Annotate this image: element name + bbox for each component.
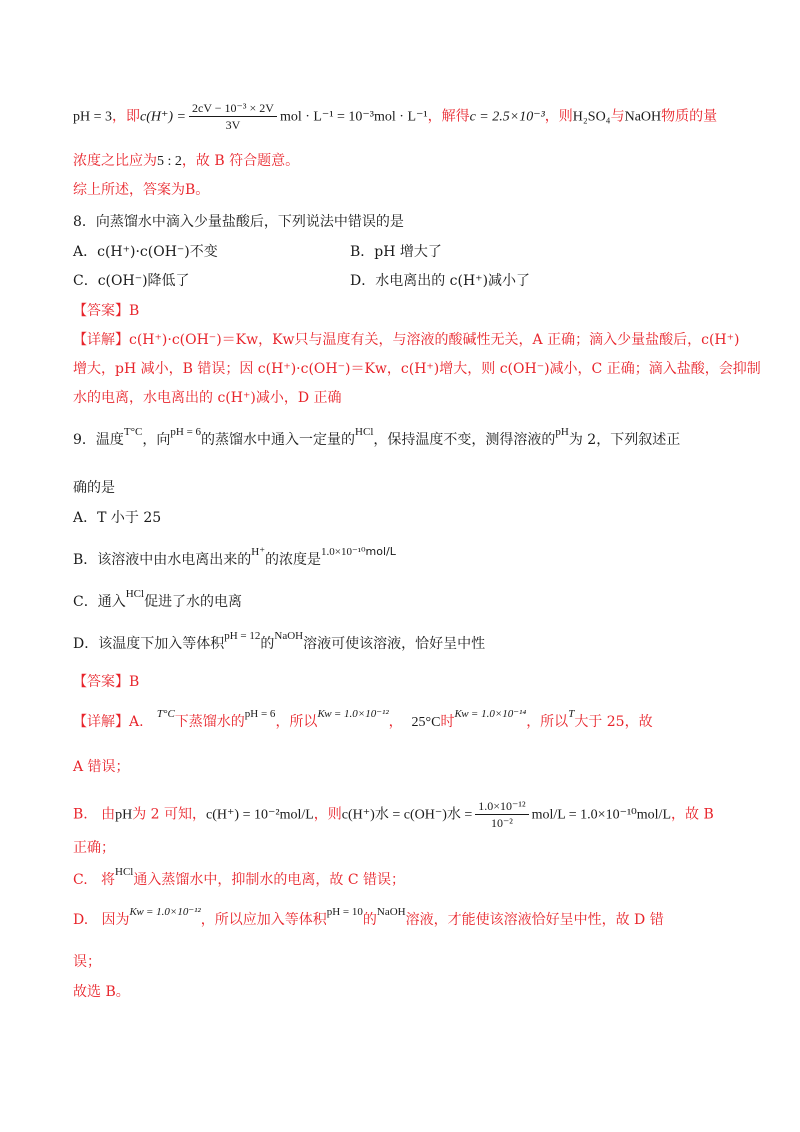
hcl: HCl bbox=[115, 866, 134, 878]
q8-detail-2: 增大，pH 减小，B 错误；因 c(H⁺)·c(OH⁻)＝Kᴡ，c(H⁺)增大，则 c(OH⁻)减小，C 正确；滴入盐酸，会抑制 bbox=[73, 361, 761, 377]
text: ，故 B bbox=[671, 806, 714, 823]
ph-10: pH = 10 bbox=[326, 906, 363, 918]
text: ，解得 bbox=[427, 108, 470, 125]
q9-detail-b bbox=[73, 798, 714, 831]
q9-detail-d bbox=[73, 906, 664, 931]
ratio: 5 : 2 bbox=[157, 154, 182, 169]
ph-12: pH = 12 bbox=[224, 630, 261, 642]
text: ， bbox=[388, 714, 403, 730]
q8-option-d: D．水电离出的 c(H⁺)减小了 bbox=[350, 273, 531, 289]
fraction-denominator: 10⁻² bbox=[490, 816, 513, 830]
q8-detail-3: 水的电离，水电离出的 c(H⁺)减小，D 正确 bbox=[73, 390, 342, 406]
text: ，则 bbox=[544, 108, 573, 125]
q9-detail-a-line-2: A 错误； bbox=[73, 759, 130, 775]
q9-detail-b-line-2: 正确； bbox=[73, 840, 115, 856]
text: 【详解】A. bbox=[73, 714, 144, 730]
text: 时 bbox=[440, 714, 455, 730]
text: D. bbox=[73, 912, 89, 928]
text: ，保持温度不变，测得溶液的 bbox=[373, 432, 556, 448]
summary: 综上所述，答案为B。 bbox=[73, 182, 210, 198]
text: 与 bbox=[610, 108, 625, 125]
q9-detail-a bbox=[73, 708, 653, 733]
text: 的蒸馏水中通入一定量的 bbox=[201, 432, 356, 448]
kw-12: Kᴡ = 1.0×10⁻¹² bbox=[317, 708, 389, 720]
q8-option-b: B．pH 增大了 bbox=[350, 244, 442, 260]
text: C．通入 bbox=[73, 594, 126, 610]
t-symbol: T bbox=[568, 708, 575, 720]
text: 为 2 可知， bbox=[132, 806, 207, 823]
text: 的 bbox=[362, 912, 377, 928]
naoh: NaOH bbox=[274, 630, 304, 642]
q9-option-a: A．T 小于 25 bbox=[73, 510, 162, 526]
ph-symbol: pH bbox=[115, 807, 133, 823]
c-value: c = 2.5×10⁻³ bbox=[469, 109, 545, 125]
text: B. bbox=[73, 806, 88, 823]
q9-answer: 【答案】B bbox=[73, 674, 140, 690]
text: D．该温度下加入等体积 bbox=[73, 636, 225, 652]
text: ，故 B 符合题意。 bbox=[181, 153, 300, 169]
text: 溶液，才能使该溶液恰好呈中性，故 D 错 bbox=[405, 912, 664, 928]
text: 促进了水的电离 bbox=[144, 594, 243, 610]
text: 通入蒸馏水中，抑制水的电离，故 C 错误； bbox=[133, 872, 405, 888]
text: 的浓度是 bbox=[265, 552, 322, 568]
q9-stem-line-1 bbox=[73, 426, 681, 451]
text: 为 2，下列叙述正 bbox=[568, 432, 681, 448]
text: 物质的量 bbox=[661, 108, 718, 125]
t-celsius: T°C bbox=[156, 708, 175, 720]
kw-12: Kᴡ = 1.0×10⁻¹² bbox=[129, 906, 201, 918]
fraction-numerator: 1.0×10⁻¹² bbox=[475, 798, 528, 815]
text: 大于 25，故 bbox=[574, 714, 653, 730]
text: ，向 bbox=[142, 432, 171, 448]
q8-option-c: C．c(OH⁻)降低了 bbox=[73, 273, 190, 289]
text: ，所以应加入等体积 bbox=[200, 912, 327, 928]
fraction bbox=[475, 798, 528, 831]
q9-detail-d-line-2: 误； bbox=[73, 954, 101, 970]
ph-equals: pH = 3 bbox=[73, 109, 113, 125]
result: mol/L = 1.0×10⁻¹⁰mol/L bbox=[531, 807, 671, 823]
final-answer: 故选 B。 bbox=[73, 984, 130, 1000]
ph-symbol: pH bbox=[555, 426, 569, 438]
fraction bbox=[189, 100, 277, 133]
temp-25: 25°C bbox=[411, 715, 441, 730]
text: 浓度之比应为 bbox=[73, 153, 157, 169]
q9-option-d bbox=[73, 630, 486, 655]
text: B．该溶液中由水电离出来的 bbox=[73, 552, 252, 568]
solution-line-2 bbox=[73, 151, 299, 172]
text: 由 bbox=[101, 806, 116, 823]
h-plus: H⁺ bbox=[251, 546, 266, 558]
q8-detail-1: 【详解】c(H⁺)·c(OH⁻)＝Kᴡ，Kᴡ只与温度有关，与溶液的酸碱性无关，A 正确；滴入少量盐酸后，c(H⁺) bbox=[73, 332, 740, 348]
ph-6: pH = 6 bbox=[170, 426, 202, 438]
q8-answer: 【答案】B bbox=[73, 303, 140, 319]
h2so4: H₂SO₄ bbox=[572, 109, 611, 125]
text: 溶液可使该溶液，恰好呈中性 bbox=[303, 636, 486, 652]
fraction-numerator: 2cV − 10⁻³ × 2V bbox=[189, 100, 277, 117]
q9-stem-line-2: 确的是 bbox=[73, 480, 115, 496]
q8-stem: 8．向蒸馏水中滴入少量盐酸后，下列说法中错误的是 bbox=[73, 214, 404, 230]
text: 9．温度 bbox=[73, 432, 124, 448]
text: ，所以 bbox=[526, 714, 569, 730]
text: ，则 bbox=[313, 806, 342, 823]
text: ，即 bbox=[112, 108, 141, 125]
text: 下蒸馏水的 bbox=[174, 714, 245, 730]
concentration-unit: mol/L bbox=[365, 545, 396, 558]
naoh: NaOH bbox=[624, 109, 662, 125]
kw-14: Kᴡ = 1.0×10⁻¹⁴ bbox=[454, 708, 527, 720]
q9-option-b bbox=[73, 545, 396, 571]
q8-option-a: A．c(H⁺)·c(OH⁻)不变 bbox=[73, 244, 218, 260]
q9-detail-c bbox=[73, 866, 405, 891]
q9-option-c bbox=[73, 588, 243, 613]
hcl: HCl bbox=[355, 426, 374, 438]
c-h: c(H⁺) = 10⁻²mol/L bbox=[206, 807, 314, 823]
text: ，所以 bbox=[275, 714, 318, 730]
solution-line-1 bbox=[73, 100, 717, 133]
text: C. bbox=[73, 872, 88, 888]
unit-equation: mol · L⁻¹ = 10⁻³mol · L⁻¹ bbox=[279, 109, 428, 125]
text: 将 bbox=[101, 872, 116, 888]
c-water: c(H⁺)水 = c(OH⁻)水 = bbox=[341, 807, 473, 823]
c-h-lhs: c(H⁺) = bbox=[140, 109, 187, 125]
hcl: HCl bbox=[125, 588, 145, 600]
t-celsius: T°C bbox=[123, 426, 143, 438]
naoh: NaOH bbox=[376, 906, 406, 918]
text: 的 bbox=[260, 636, 275, 652]
ph-6: pH = 6 bbox=[244, 708, 276, 720]
concentration-value: 1.0×10⁻¹⁰ bbox=[321, 546, 366, 558]
fraction-denominator: 3V bbox=[225, 118, 241, 132]
text: 因为 bbox=[101, 912, 130, 928]
